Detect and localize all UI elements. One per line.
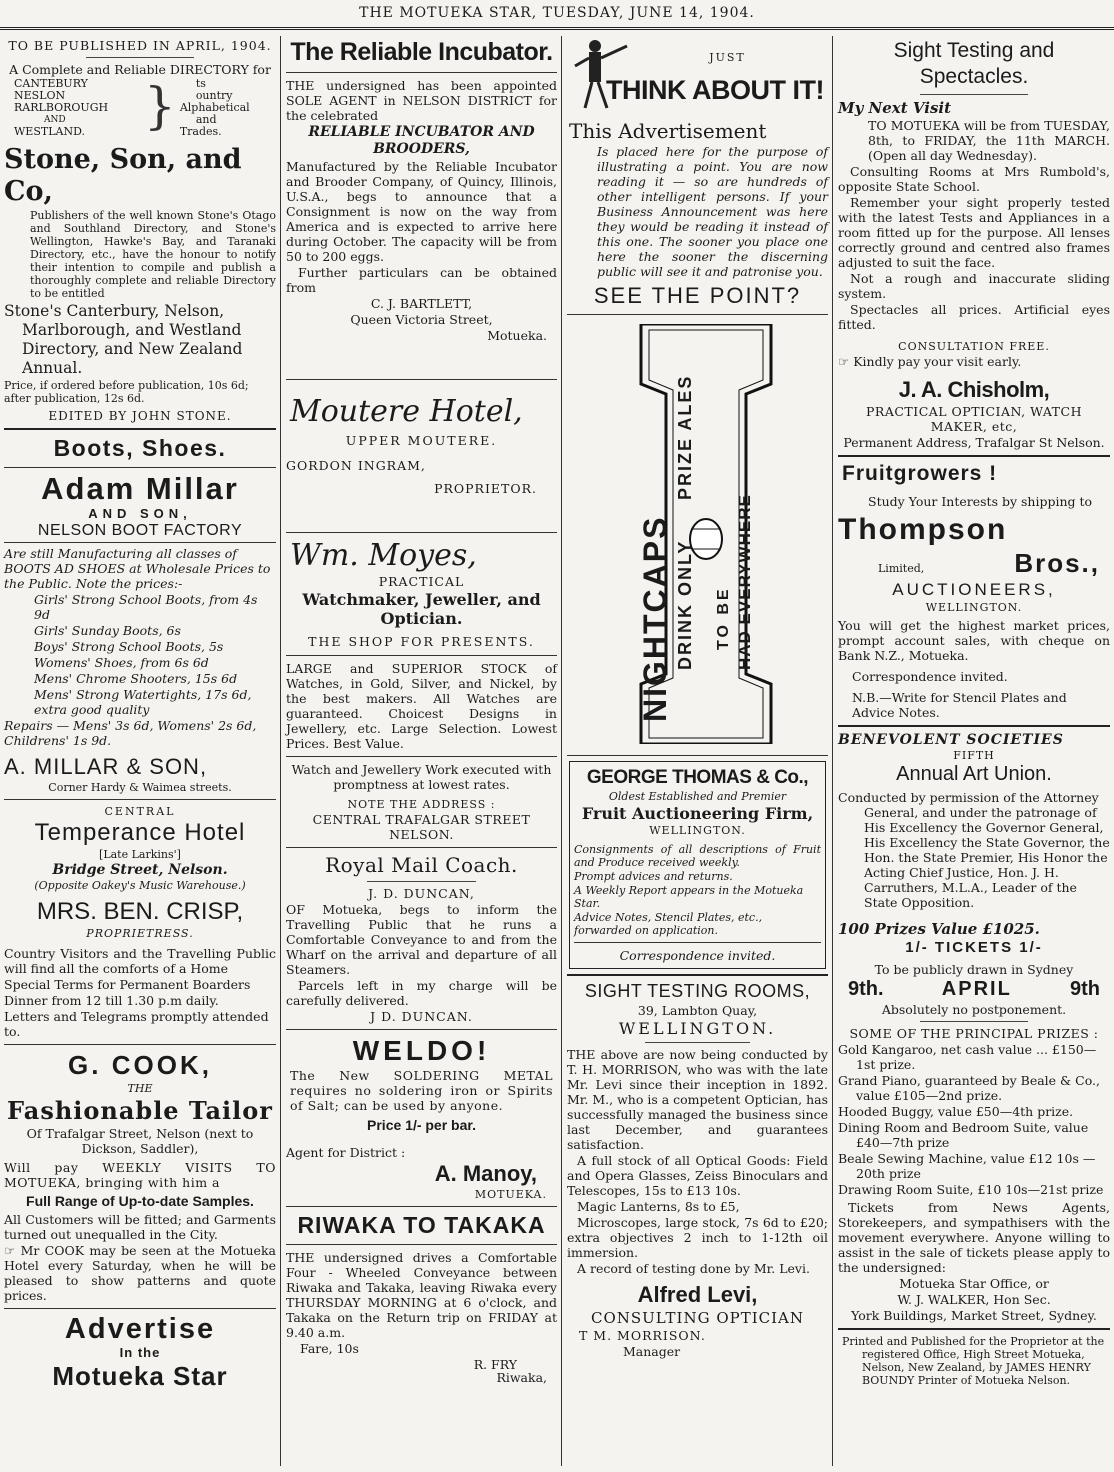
boots-intro: Are still Manufacturing all classes of BOOTS AD SHOES at Wholesale Prices to the Public. Note the prices:- xyxy=(4,546,271,591)
directory-line: A Complete and Reliable DIRECTORY for xyxy=(9,62,271,77)
draw-date xyxy=(838,978,1110,1001)
sight-rooms-p2: A full stock of all Optical Goods: Field and Opera Glasses, Zeiss Binoculars and Telescopes, 15s to £13 10s. xyxy=(567,1153,828,1198)
sight-rooms-title: SIGHT TESTING ROOMS, xyxy=(584,981,811,1001)
opposite-oakey: (Opposite Oakey's Music Warehouse.) xyxy=(34,879,246,892)
moyes-ad xyxy=(286,538,557,842)
think-title: THINK ABOUT IT! xyxy=(606,75,824,105)
coach-body: OF Motueka, begs to inform the Travelling Public that he runs a Comfortable Conveyance to and from the Wharf on the arrival and departure of all Steamers. xyxy=(286,902,557,977)
weldo-title: WELDO! xyxy=(352,1035,491,1066)
to-be: TO BE xyxy=(715,586,732,650)
moyes-address: CENTRAL TRAFALGAR STREET NELSON. xyxy=(312,812,531,842)
region: AND xyxy=(44,115,66,125)
had-everywhere: HAD EVERYWHERE xyxy=(735,494,754,670)
riwaka-body: THE undersigned drives a Comfortable Four - Wheeled Conveyance between Riwaka and Takaka, leaving Riwaka every THURSDAY MORNING at 6 o'clock, and Takaka on the Return trip on FRIDAY at 9.40 a.m. xyxy=(286,1250,557,1340)
thompson-p2: Correspondence invited. xyxy=(852,669,1008,684)
fifth-label: FIFTH xyxy=(953,749,995,762)
george-town: WELLINGTON. xyxy=(649,824,746,837)
millar-address: Corner Hardy & Waimea streets. xyxy=(48,781,232,794)
column-3 xyxy=(563,34,832,1468)
prize-item: Grand Piano, guaranteed by Beale & Co., value £105—2nd prize. xyxy=(838,1073,1100,1103)
bros-name: Bros., xyxy=(1014,548,1100,578)
price-item: Girls' Sunday Boots, 6s xyxy=(34,623,181,638)
riwaka-takaka-ad xyxy=(286,1212,557,1385)
george-body: Consignments of all descriptions of Fruit and Produce received weekly. xyxy=(574,843,821,869)
moyes-work: Watch and Jewellery Work executed with promptness at lowest rates. xyxy=(291,762,552,792)
motueka-star-line: Motueka Star xyxy=(52,1361,228,1391)
prize-ales: PRIZE ALES xyxy=(675,374,695,500)
temperance-title: Temperance Hotel xyxy=(34,819,246,846)
morrison-role: Manager xyxy=(623,1344,681,1359)
pointing-hand-icon: ☞ xyxy=(4,1243,21,1258)
adam-millar-ad xyxy=(4,435,276,794)
chisholm-ad xyxy=(838,38,1110,450)
coach-parcels: Parcels left in my charge will be carefully delivered. xyxy=(286,978,557,1008)
incubator-further: Further particulars can be obtained from xyxy=(286,265,557,295)
region: WESTLAND. xyxy=(14,125,86,138)
boots-header: Boots, Shoes. xyxy=(53,435,227,461)
column-rule xyxy=(280,36,281,1466)
chisholm-address: Permanent Address, Trafalgar St Nelson. xyxy=(843,435,1105,450)
art-union-title: Annual Art Union. xyxy=(896,763,1052,785)
duncan-name: J. D. DUNCAN, xyxy=(368,886,475,901)
george-thomas-ad xyxy=(569,761,826,969)
moutere-proprietor: PROPRIETOR. xyxy=(434,481,537,496)
publish-date: TO BE PUBLISHED IN APRIL, 1904. xyxy=(8,38,272,53)
nightcaps-brand: NIGHTCAPS xyxy=(637,515,673,722)
price-item: Boys' Strong School Boots, 5s xyxy=(34,639,224,654)
region: CANTEBURY xyxy=(14,77,88,90)
moyes-title: Wm. Moyes, xyxy=(290,538,477,573)
chisholm-role: PRACTICAL OPTICIAN, WATCH MAKER, etc, xyxy=(866,404,1082,434)
art-union-ad xyxy=(838,732,1110,1323)
auctioneers: AUCTIONEERS, xyxy=(892,580,1056,599)
weldo-price: Price 1/- per bar. xyxy=(367,1117,476,1133)
cook-name: G. COOK, xyxy=(68,1050,212,1080)
drink-only: DRINK ONLY xyxy=(675,539,695,670)
sight-rooms-town: WELLINGTON. xyxy=(618,1019,777,1038)
proprietress: PROPRIETRESS. xyxy=(86,927,194,940)
cook-visits: Will pay WEEKLY VISITS TO MOTUEKA, bringing with him a xyxy=(4,1160,276,1190)
g-cook-ad xyxy=(4,1050,276,1303)
fry-name: R. FRY xyxy=(473,1357,517,1372)
george-name: GEORGE THOMAS & Co., xyxy=(586,767,809,788)
temperance-body: Dinner from 12 till 1.30 p.m daily. xyxy=(4,993,219,1008)
spectacles-title: Sight Testing and Spectacles. xyxy=(893,39,1055,88)
cook-range: Full Range of Up-to-date Samples. xyxy=(26,1193,254,1209)
spectacles-p1: TO MOTUEKA will be from TUESDAY, 8th, to FRIDAY, the 11th MARCH. (Open all day Wednesday). xyxy=(868,118,1110,163)
thompson-p1: You will get the highest market prices, prompt account sales, with cheque on Bank N.Z., Motueka. xyxy=(838,618,1110,663)
price-item: Womens' Shoes, from 6s 6d xyxy=(34,655,209,670)
sight-rooms-p1: THE above are now being conducted by T. H. MORRISON, who was with the late Mr. Levi since their inception in 1892. Mr. M., who is a competent Optician, has successfully managed the business since last December, and guarantees satisfaction. xyxy=(567,1047,829,1152)
coach-title: Royal Mail Coach. xyxy=(325,853,518,877)
late-larkins: [Late Larkins'] xyxy=(99,848,181,861)
thompson-bros-ad xyxy=(838,462,1110,720)
bartlett-town: Motueka. xyxy=(487,328,547,343)
riwaka-title: RIWAKA TO TAKAKA xyxy=(297,1212,546,1238)
think-about-it-ad xyxy=(567,34,828,309)
price-item: Mens' Strong Watertights, 17s 6d, extra good quality xyxy=(34,687,252,717)
firm-name: Stone, Son, and Co, xyxy=(4,144,242,207)
directory-price: Price, if ordered before publication, 10s 6d; after publication, 12s 6d. xyxy=(4,379,249,405)
star-office: Motueka Star Office, or xyxy=(899,1276,1049,1291)
column-1 xyxy=(0,34,280,1468)
levi-role: CONSULTING OPTICIAN xyxy=(590,1309,805,1327)
region-brace: CANTEBURY NESLON RARLBOROUGH AND WESTLAND. } ts ountry Alphabetical and Trades. xyxy=(14,77,250,138)
brace-text: ountry xyxy=(195,89,233,102)
george-correspondence: Correspondence invited. xyxy=(619,948,776,963)
sight-rooms-addr: 39, Lambton Quay, xyxy=(637,1003,758,1018)
spectacles-p5: Spectacles all prices. Artificial eyes fitted. xyxy=(838,302,1110,332)
nightcaps-ad xyxy=(567,320,828,750)
walker-sec: W. J. WALKER, Hon Sec. xyxy=(897,1292,1051,1307)
brace-text: ts xyxy=(195,77,206,90)
imprint: Printed and Published for the Proprietor at the registered Office, High Street Motueka, Nelson, New Zealand, by JAMES HENRY BOUNDY Printer of Motueka Nelson. xyxy=(842,1335,1105,1387)
thompson-town: WELLINGTON. xyxy=(925,601,1023,614)
price-item: Mens' Chrome Shooters, 15s 6d xyxy=(34,671,238,686)
column-rule xyxy=(561,36,562,1466)
cook-address: Of Trafalgar Street, Nelson (next to Dickson, Saddler), xyxy=(26,1126,254,1156)
moyes-trade: Watchmaker, Jeweller, and Optician. xyxy=(302,590,541,628)
thompson-p3: N.B.—Write for Stencil Plates and Advice Notes. xyxy=(852,690,1067,720)
draw-day: 9th. xyxy=(848,978,884,1000)
temperance-body: Country Visitors and the Travelling Public will find all the comforts of a Home xyxy=(4,946,276,976)
george-body: A Weekly Report appears in the Motueka Star. xyxy=(574,884,804,910)
brace-text: and xyxy=(195,113,217,126)
sight-testing-rooms-ad xyxy=(567,981,828,1359)
prize-item: Hooded Buggy, value £50—4th prize. xyxy=(838,1104,1074,1119)
in-the-line: In the xyxy=(119,1345,161,1360)
column-rule xyxy=(832,36,833,1466)
note-address: NOTE THE ADDRESS : xyxy=(347,798,496,811)
prize-item: Drawing Room Suite, £10 10s—21st prize xyxy=(838,1182,1104,1197)
masthead: THE MOTUEKA STAR, TUESDAY, JUNE 14, 1904. xyxy=(0,0,1114,30)
draw-day: 9th xyxy=(1070,978,1100,1000)
fashionable-tailor: Fashionable Tailor xyxy=(7,1096,273,1125)
weldo-body: The New SOLDERING METAL requires no soldering iron or Spirits of Salt; can be used by anyone. xyxy=(290,1068,553,1113)
incubator-body: Manufactured by the Reliable Incubator and Brooder Company, of Quincy, Illinois, U.S.A., begs to announce that a Consignment is now on the way from America and is expected to arrive here during October. The capacity will be from 50 to 200 eggs. xyxy=(286,159,557,264)
prize-item: Gold Kangaroo, net cash value ... £150—1st prize. xyxy=(838,1042,1097,1072)
brace-text: Alphabetical xyxy=(179,101,250,114)
gordon-ingram: GORDON INGRAM, xyxy=(286,458,426,473)
spectacles-p3: Remember your sight properly tested with the latest Tests and Appliances in a room fitted up for the purpose. All lenses correctly ground and centred also frames adjusted to suit the face. xyxy=(838,195,1110,270)
just-label: JUST xyxy=(709,51,746,64)
principal-prizes: SOME OF THE PRINCIPAL PRIZES : xyxy=(849,1026,1099,1041)
thompson-name: Thompson xyxy=(838,513,1008,546)
factory-name: NELSON BOOT FACTORY xyxy=(4,522,276,543)
george-title: Fruit Auctioneering Firm, xyxy=(581,804,814,823)
see-the-point: SEE THE POINT? xyxy=(593,283,802,308)
millar-signature: A. MILLAR & SON, xyxy=(4,754,208,779)
stone-directory-ad xyxy=(4,38,276,423)
prize-item: Dining Room and Bedroom Suite, value £40—7th prize xyxy=(838,1120,1089,1150)
price-item: Girls' Strong School Boots, from 4s 9d xyxy=(34,592,258,622)
prize-list xyxy=(838,1042,1110,1197)
adam-millar-name: Adam Millar xyxy=(41,471,239,506)
benevolent-societies: BENEVOLENT SOCIETIES xyxy=(838,732,1064,748)
moyes-practical: PRACTICAL xyxy=(378,574,465,589)
fruit-study: Study Your Interests by shipping to xyxy=(868,494,1093,509)
incubator-product: RELIABLE INCUBATOR AND BROODERS, xyxy=(308,124,535,157)
next-visit: My Next Visit xyxy=(838,99,952,117)
chisholm-name: J. A. Chisholm, xyxy=(898,377,1050,402)
tickets-price: 1/- TICKETS 1/- xyxy=(905,939,1043,956)
no-postponement: Absolutely no postponement. xyxy=(881,1002,1067,1017)
this-advertisement: This Advertisement xyxy=(569,119,767,143)
temperance-body: Special Terms for Permanent Boarders xyxy=(4,977,251,992)
george-body: Advice Notes, Stencil Plates, etc., forwarded on application. xyxy=(574,911,763,937)
york-buildings: York Buildings, Market Street, Sydney. xyxy=(851,1308,1097,1323)
advertise-banner xyxy=(4,1314,276,1392)
royal-mail-coach-ad xyxy=(286,853,557,1024)
spectacles-p4: Not a rough and inaccurate sliding system. xyxy=(838,271,1110,301)
and-son: AND SON, xyxy=(88,506,192,521)
moutere-hotel-ad xyxy=(286,394,557,496)
weldo-agent: Agent for District : xyxy=(286,1145,406,1160)
temperance-body: Letters and Telegrams promptly attended to. xyxy=(4,1009,269,1039)
george-estab: Oldest Established and Premier xyxy=(608,790,787,803)
advertise-line: Advertise xyxy=(64,1313,216,1345)
cook-the: THE xyxy=(127,1082,153,1095)
morrison-name: T M. MORRISON. xyxy=(579,1328,706,1343)
sight-rooms-p3: Magic Lanterns, 8s to £5, xyxy=(577,1199,740,1214)
bridge-street: Bridge Street, Nelson. xyxy=(52,862,228,878)
cook-body: All Customers will be fitted; and Garments turned out unequalled in the City. xyxy=(4,1212,276,1242)
directory-title: Stone's Canterbury, Nelson, Marlborough, and Westland Directory, and New Zealand Annual. xyxy=(4,302,243,377)
bartlett-name: C. J. BARTLETT, xyxy=(370,296,473,311)
fry-town: Riwaka, xyxy=(496,1370,547,1385)
draw-month: APRIL xyxy=(941,978,1012,1000)
sight-rooms-p4: Microscopes, large stock, 7s 6d to £20; extra objectives 2 inch to 1-12th oil immersion. xyxy=(567,1215,828,1260)
limited-label: Limited, xyxy=(878,562,925,575)
cook-note: ☞ Mr COOK may be seen at the Motueka Hotel every Saturday, when he will be pleased to show patterns and quote prices. xyxy=(4,1243,276,1303)
duncan-signature: J D. DUNCAN. xyxy=(370,1009,473,1024)
moutere-location: UPPER MOUTERE. xyxy=(345,433,498,448)
boot-price-list xyxy=(4,592,276,717)
drawn-in-sydney: To be publicly drawn in Sydney xyxy=(874,962,1074,977)
pointing-hand-icon: ☞ xyxy=(838,354,854,369)
mrs-crisp: MRS. BEN. CRISP, xyxy=(36,898,244,925)
directory-editor: EDITED BY JOHN STONE. xyxy=(48,409,232,423)
region: RARLBOROUGH xyxy=(14,101,109,114)
repairs: Repairs — Mens' 3s 6d, Womens' 2s 6d, Childrens' 1s 9d. xyxy=(4,718,257,748)
central-label: CENTRAL xyxy=(104,805,176,818)
riwaka-fare: Fare, 10s xyxy=(300,1341,359,1356)
spectacles-p2: Consulting Rooms at Mrs Rumbold's, opposite State School. xyxy=(838,164,1110,194)
weldo-ad xyxy=(286,1035,557,1201)
column-4 xyxy=(834,34,1114,1468)
brace-text: Trades. xyxy=(179,125,222,138)
tickets-from: Tickets from News Agents, Storekeepers, and sympathisers with the movement everywhere. Anyone willing to assist in the sale of tickets please apply to the undersigned: xyxy=(838,1200,1110,1275)
region: NESLON xyxy=(14,89,66,102)
prize-item: Beale Sewing Machine, value £12 10s —20th prize xyxy=(838,1151,1096,1181)
incubator-ad xyxy=(286,38,557,343)
art-union-body: Conducted by permission of the Attorney General, and under the patronage of His Excellency the Governor General, His Excellency the State Governor, the Hon. the State Premier, His Honor the Acting Chief Justice, Hon. J. H. Carruthers, M.L.A., Leader of the State Opposition. xyxy=(838,790,1110,910)
incubator-title: The Reliable Incubator. xyxy=(290,38,553,66)
fruitgrowers-title: Fruitgrowers ! xyxy=(842,462,998,485)
george-body: Prompt advices and returns. xyxy=(574,870,733,883)
incubator-intro: THE undersigned has been appointed SOLE AGENT in NELSON DISTRICT for the celebrated xyxy=(286,78,557,123)
shop-for-presents: THE SHOP FOR PRESENTS. xyxy=(308,634,535,649)
column-2 xyxy=(282,34,561,1468)
manoy-name: A. Manoy, xyxy=(434,1161,537,1186)
consultation-free: CONSULTATION FREE. xyxy=(898,340,1050,353)
prizes-value: 100 Prizes Value £1025. xyxy=(838,920,1040,938)
visit-early: ☞ Kindly pay your visit early. xyxy=(838,354,1022,369)
moutere-title: Moutere Hotel, xyxy=(290,394,523,429)
sight-rooms-p5: A record of testing done by Mr. Levi. xyxy=(577,1261,810,1276)
moyes-body: LARGE and SUPERIOR STOCK of Watches, in Gold, Silver, and Nickel, by the best makers. All Watches are guaranteed. Choicest Designs in Jewellery, etc. Large Selection. Lowest Prices. Best Value. xyxy=(286,661,557,751)
bartlett-street: Queen Victoria Street, xyxy=(350,312,493,327)
temperance-hotel-ad xyxy=(4,805,276,1039)
think-body: Is placed here for the purpose of illustrating a point. You are now reading it — so are hundreds of other intelligent persons. If your Business Announcement was here they would be reading it instead of this one. The sooner you place one here the sooner the discerning public will see it and patronise you. xyxy=(597,144,828,279)
manoy-town: MOTUEKA. xyxy=(474,1188,547,1201)
directory-body: Publishers of the well known Stone's Otago and Southland Directory, and Stone's Wellington, Hawke's Bay, and Taranaki Directory, etc., have the honour to notify their intention to compile and publish a thoroughly complete and reliable Directory to be entitled xyxy=(30,209,276,300)
alfred-levi: Alfred Levi, xyxy=(637,1282,758,1307)
